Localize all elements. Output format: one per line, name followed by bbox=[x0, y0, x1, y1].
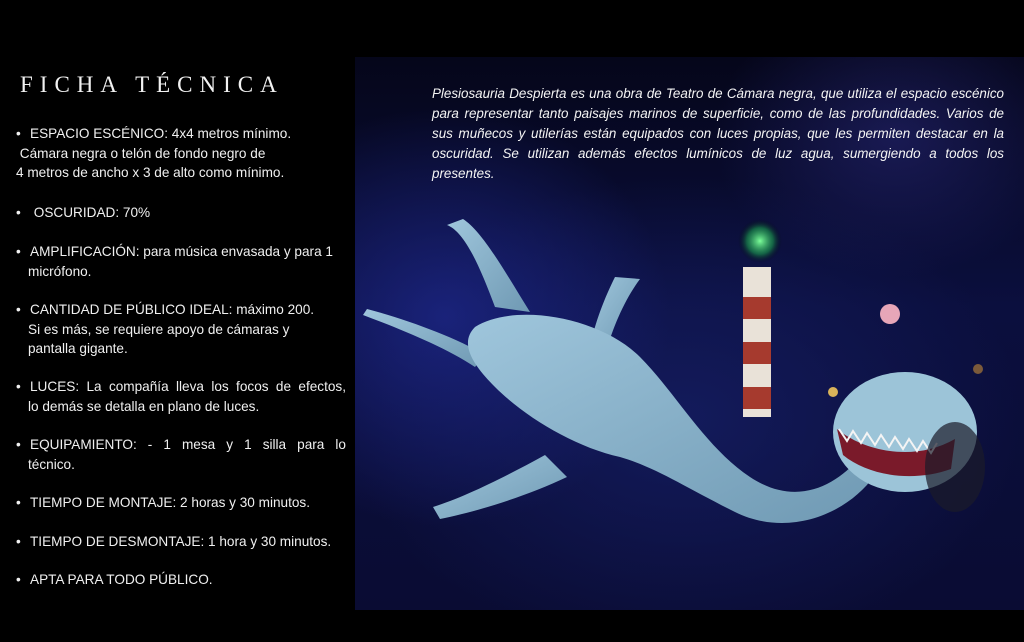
spec-item-oscuridad bbox=[16, 203, 346, 223]
spec-line: técnico. bbox=[28, 456, 75, 472]
spec-line: TIEMPO DE DESMONTAJE: 1 hora y 30 minutos. bbox=[30, 534, 332, 549]
spec-line: Si es más, se requiere apoyo de cámaras y bbox=[28, 321, 290, 337]
bullet-icon: • bbox=[16, 495, 21, 510]
spec-line: micrófono. bbox=[28, 263, 92, 279]
page-title: FICHA TÉCNICA bbox=[20, 72, 284, 97]
spec-item-desmontaje bbox=[16, 532, 346, 552]
bullet-icon: • bbox=[16, 126, 21, 141]
spec-item-montaje bbox=[16, 493, 346, 513]
spec-line: LUCES: La compañía lleva los focos de efectos, bbox=[30, 379, 346, 394]
bullet-icon: • bbox=[16, 572, 21, 587]
green-light bbox=[738, 219, 782, 263]
spec-line: 4 metros de ancho x 3 de alto como mínimo. bbox=[16, 165, 285, 180]
spec-line: APTA PARA TODO PÚBLICO. bbox=[30, 572, 213, 587]
spec-item-publico bbox=[16, 300, 346, 359]
spec-item-espacio bbox=[16, 124, 346, 183]
spec-item-amplificacion bbox=[16, 242, 346, 281]
spec-line: CANTIDAD DE PÚBLICO IDEAL: máximo 200. bbox=[30, 302, 315, 317]
spec-line: EQUIPAMIENTO: - 1 mesa y 1 silla para lo bbox=[30, 437, 346, 452]
spec-line: ESPACIO ESCÉNICO: 4x4 metros mínimo. bbox=[30, 126, 292, 141]
spec-item-apta bbox=[16, 570, 346, 590]
spec-item-equipamiento bbox=[16, 435, 346, 474]
spec-line: pantalla gigante. bbox=[28, 341, 128, 356]
bullet-icon: • bbox=[16, 437, 21, 452]
bullet-icon: • bbox=[16, 205, 21, 220]
plesiosaur-puppet-photo bbox=[355, 57, 1024, 610]
bullet-icon: • bbox=[16, 534, 21, 549]
show-description: Plesiosauria Despierta es una obra de Teatro de Cámara negra, que utiliza el espacio escénico para representar tanto paisajes marinos de superficie, como de las profundidades. Varios de sus muñecos y utilerías están equipados con luces propias, que les permiten destacar en la oscuridad. Se utilizan además efectos lumínicos de luz agua, sumergiendo a todos los presentes. bbox=[432, 86, 1004, 181]
spec-line: OSCURIDAD: 70% bbox=[30, 205, 151, 220]
bullet-icon: • bbox=[16, 302, 21, 317]
spec-line: AMPLIFICACIÓN: para música envasada y para 1 bbox=[30, 244, 333, 259]
bullet-icon: • bbox=[16, 379, 21, 394]
bullet-icon: • bbox=[16, 244, 21, 259]
spec-item-luces bbox=[16, 377, 346, 416]
spec-line: lo demás se detalla en plano de luces. bbox=[28, 398, 260, 414]
spec-line: Cámara negra o telón de fondo negro de bbox=[16, 145, 266, 161]
spec-line: TIEMPO DE MONTAJE: 2 horas y 30 minutos. bbox=[30, 495, 311, 510]
